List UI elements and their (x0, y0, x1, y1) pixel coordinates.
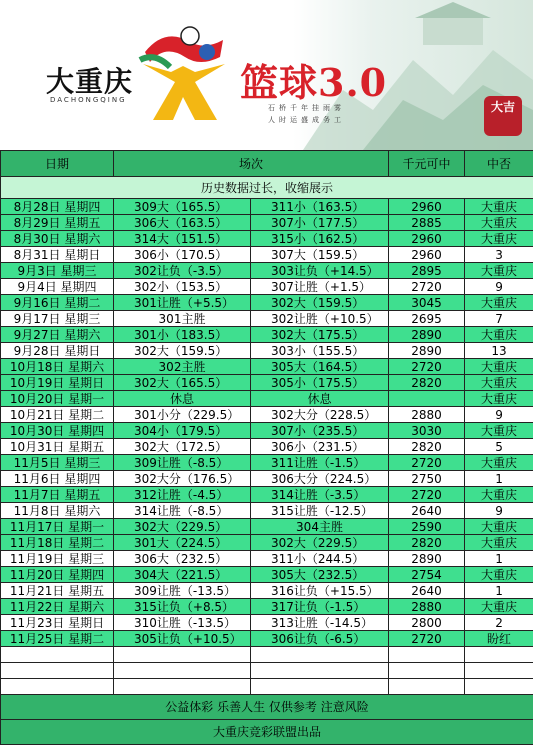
row-result: 大重庆 (465, 359, 533, 375)
footer-line-2: 大重庆竞彩联盟出品 (1, 720, 533, 745)
row-match-b: 311让胜（-1.5） (251, 455, 389, 471)
row-match-b: 307小（235.5） (251, 423, 389, 439)
empty-cell (465, 663, 533, 679)
table-row (1, 583, 533, 599)
row-date: 10月18日 星期六 (1, 359, 114, 375)
row-match-a: 304大（221.5） (114, 567, 251, 583)
row-match-b: 307大（159.5） (251, 247, 389, 263)
row-date: 11月19日 星期三 (1, 551, 114, 567)
table-row (1, 519, 533, 535)
row-amount: 2720 (389, 279, 465, 295)
row-amount: 2640 (389, 503, 465, 519)
row-date: 10月20日 星期一 (1, 391, 114, 407)
table-row (1, 391, 533, 407)
row-match-a: 306小（170.5） (114, 247, 251, 263)
row-match-b: 305大（164.5） (251, 359, 389, 375)
row-date: 8月29日 星期五 (1, 215, 114, 231)
empty-cell (1, 679, 114, 695)
row-match-a: 314大（151.5） (114, 231, 251, 247)
row-amount: 2880 (389, 407, 465, 423)
row-match-a: 301小分（229.5） (114, 407, 251, 423)
row-date: 10月19日 星期日 (1, 375, 114, 391)
row-result: 大重庆 (465, 599, 533, 615)
row-date: 11月5日 星期三 (1, 455, 114, 471)
row-match-a: 301小（183.5） (114, 327, 251, 343)
row-amount (389, 391, 465, 407)
slogan-line-1: 石桥千年挂雨雾 (268, 102, 345, 114)
row-date: 8月31日 星期日 (1, 247, 114, 263)
row-match-b: 307小（177.5） (251, 215, 389, 231)
row-result: 大重庆 (465, 391, 533, 407)
row-match-a: 302大（159.5） (114, 343, 251, 359)
row-match-b: 307让胜（+1.5） (251, 279, 389, 295)
row-result: 9 (465, 503, 533, 519)
row-match-a: 302大（165.5） (114, 375, 251, 391)
row-result: 9 (465, 279, 533, 295)
row-date: 10月31日 星期五 (1, 439, 114, 455)
row-date: 10月21日 星期二 (1, 407, 114, 423)
header-match: 场次 (114, 151, 389, 177)
empty-cell (1, 647, 114, 663)
row-amount: 2895 (389, 263, 465, 279)
empty-row (1, 663, 533, 679)
row-result: 大重庆 (465, 455, 533, 471)
row-match-a: 306大（163.5） (114, 215, 251, 231)
row-match-b: 306让负（-6.5） (251, 631, 389, 647)
footer-row-1 (1, 695, 533, 720)
row-result: 大重庆 (465, 215, 533, 231)
row-amount: 2720 (389, 455, 465, 471)
empty-cell (114, 647, 251, 663)
row-match-a: 301让胜（+5.5） (114, 295, 251, 311)
row-amount: 2720 (389, 631, 465, 647)
row-result: 13 (465, 343, 533, 359)
row-match-a: 309让胜（-8.5） (114, 455, 251, 471)
row-match-a: 306大（232.5） (114, 551, 251, 567)
table-row (1, 311, 533, 327)
row-amount: 2820 (389, 535, 465, 551)
banner (0, 0, 533, 150)
row-amount: 2754 (389, 567, 465, 583)
table-row (1, 375, 533, 391)
table-row (1, 263, 533, 279)
table-row (1, 535, 533, 551)
row-date: 11月17日 星期一 (1, 519, 114, 535)
empty-cell (114, 663, 251, 679)
row-date: 9月17日 星期三 (1, 311, 114, 327)
row-result: 1 (465, 471, 533, 487)
empty-cell (389, 663, 465, 679)
row-amount: 2640 (389, 583, 465, 599)
empty-cell (251, 647, 389, 663)
empty-cell (1, 663, 114, 679)
notice-text: 历史数据过长，收缩展示 (1, 177, 533, 199)
table-row (1, 407, 533, 423)
table-row (1, 359, 533, 375)
table-row (1, 199, 533, 215)
row-match-b: 306大分（224.5） (251, 471, 389, 487)
table-row (1, 631, 533, 647)
empty-row (1, 679, 533, 695)
row-result: 大重庆 (465, 327, 533, 343)
empty-cell (465, 647, 533, 663)
row-result: 大重庆 (465, 519, 533, 535)
row-date: 8月28日 星期四 (1, 199, 114, 215)
row-amount: 2890 (389, 551, 465, 567)
row-amount: 2885 (389, 215, 465, 231)
row-date: 11月20日 星期四 (1, 567, 114, 583)
row-match-b: 311小（244.5） (251, 551, 389, 567)
row-date: 11月22日 星期六 (1, 599, 114, 615)
row-match-b: 303小（155.5） (251, 343, 389, 359)
page-title: 篮球3.0 (240, 52, 387, 107)
row-result: 3 (465, 247, 533, 263)
row-match-b: 302大（159.5） (251, 295, 389, 311)
row-result: 5 (465, 439, 533, 455)
row-date: 10月30日 星期四 (1, 423, 114, 439)
row-amount: 2720 (389, 359, 465, 375)
row-amount: 2960 (389, 231, 465, 247)
table-row (1, 343, 533, 359)
row-date: 9月3日 星期三 (1, 263, 114, 279)
table-row (1, 455, 533, 471)
row-match-b: 305大（232.5） (251, 567, 389, 583)
empty-cell (251, 663, 389, 679)
row-amount: 2960 (389, 199, 465, 215)
slogan-line-2: 人时运盛成务工 (268, 114, 345, 126)
empty-cell (389, 679, 465, 695)
row-result: 大重庆 (465, 423, 533, 439)
row-result: 大重庆 (465, 263, 533, 279)
row-amount: 3045 (389, 295, 465, 311)
table-row (1, 423, 533, 439)
table-row (1, 599, 533, 615)
row-amount: 2695 (389, 311, 465, 327)
row-date: 9月16日 星期二 (1, 295, 114, 311)
row-match-a: 309让胜（-13.5） (114, 583, 251, 599)
row-result: 大重庆 (465, 295, 533, 311)
row-amount: 2820 (389, 439, 465, 455)
row-match-a: 302让负（-3.5） (114, 263, 251, 279)
brand-name: 大重庆 (46, 60, 133, 100)
table-row (1, 503, 533, 519)
row-match-b: 302大（175.5） (251, 327, 389, 343)
row-result: 大重庆 (465, 231, 533, 247)
row-date: 11月6日 星期四 (1, 471, 114, 487)
header-date: 日期 (1, 151, 114, 177)
table-row (1, 487, 533, 503)
row-match-a: 301主胜 (114, 311, 251, 327)
table-row (1, 231, 533, 247)
row-match-b: 休息 (251, 391, 389, 407)
table-row (1, 327, 533, 343)
row-match-b: 314让胜（-3.5） (251, 487, 389, 503)
row-match-b: 305小（175.5） (251, 375, 389, 391)
empty-row (1, 647, 533, 663)
row-date: 11月7日 星期五 (1, 487, 114, 503)
row-amount: 2890 (389, 327, 465, 343)
row-date: 9月28日 星期日 (1, 343, 114, 359)
row-date: 9月27日 星期六 (1, 327, 114, 343)
table-row (1, 279, 533, 295)
empty-cell (389, 647, 465, 663)
row-match-b: 313让胜（-14.5） (251, 615, 389, 631)
footer-line-1: 公益体彩 乐善人生 仅供参考 注意风险 (1, 695, 533, 720)
brand-subtitle: DACHONGQING (50, 96, 127, 104)
row-match-a: 312让胜（-4.5） (114, 487, 251, 503)
table-row (1, 551, 533, 567)
row-date: 11月18日 星期二 (1, 535, 114, 551)
row-result: 盼红 (465, 631, 533, 647)
row-result: 1 (465, 551, 533, 567)
row-result: 1 (465, 583, 533, 599)
row-result: 大重庆 (465, 375, 533, 391)
table-row (1, 439, 533, 455)
row-amount: 2880 (389, 599, 465, 615)
empty-cell (251, 679, 389, 695)
row-result: 9 (465, 407, 533, 423)
row-match-b: 311小（163.5） (251, 199, 389, 215)
notice-row (1, 177, 533, 199)
table-row (1, 215, 533, 231)
row-result: 大重庆 (465, 487, 533, 503)
row-result: 大重庆 (465, 199, 533, 215)
row-match-b: 302让胜（+10.5） (251, 311, 389, 327)
row-amount: 2590 (389, 519, 465, 535)
header-result: 中否 (465, 151, 533, 177)
table-row (1, 567, 533, 583)
table-row (1, 471, 533, 487)
row-match-a: 休息 (114, 391, 251, 407)
row-date: 11月21日 星期五 (1, 583, 114, 599)
row-date: 11月23日 星期日 (1, 615, 114, 631)
row-amount: 2720 (389, 487, 465, 503)
row-match-b: 303让负（+14.5） (251, 263, 389, 279)
row-match-b: 302大分（228.5） (251, 407, 389, 423)
row-match-a: 302主胜 (114, 359, 251, 375)
row-result: 7 (465, 311, 533, 327)
row-match-b: 304主胜 (251, 519, 389, 535)
row-match-a: 302大（172.5） (114, 439, 251, 455)
row-result: 2 (465, 615, 533, 631)
row-amount: 2750 (389, 471, 465, 487)
table-row (1, 615, 533, 631)
header-amount: 千元可中 (389, 151, 465, 177)
row-amount: 2890 (389, 343, 465, 359)
table-row (1, 295, 533, 311)
slogan (268, 102, 345, 126)
row-result: 大重庆 (465, 535, 533, 551)
row-match-a: 302小（153.5） (114, 279, 251, 295)
row-result: 大重庆 (465, 567, 533, 583)
empty-cell (114, 679, 251, 695)
row-date: 9月4日 星期四 (1, 279, 114, 295)
row-date: 11月25日 星期二 (1, 631, 114, 647)
results-table (0, 150, 533, 745)
row-match-a: 305让负（+10.5） (114, 631, 251, 647)
row-match-a: 302大（229.5） (114, 519, 251, 535)
row-amount: 2960 (389, 247, 465, 263)
row-match-a: 304小（179.5） (114, 423, 251, 439)
seal-stamp: 大吉 (484, 96, 522, 136)
table-row (1, 247, 533, 263)
table-header-row (1, 151, 533, 177)
row-date: 11月8日 星期六 (1, 503, 114, 519)
row-match-b: 315小（162.5） (251, 231, 389, 247)
row-amount: 2800 (389, 615, 465, 631)
row-match-a: 309大（165.5） (114, 199, 251, 215)
row-amount: 2820 (389, 375, 465, 391)
row-match-b: 316让负（+15.5） (251, 583, 389, 599)
row-match-a: 302大分（176.5） (114, 471, 251, 487)
footer-row-2 (1, 720, 533, 745)
row-match-b: 306小（231.5） (251, 439, 389, 455)
row-match-a: 315让负（+8.5） (114, 599, 251, 615)
row-match-b: 302大（229.5） (251, 535, 389, 551)
row-match-a: 301大（224.5） (114, 535, 251, 551)
row-match-a: 310让胜（-13.5） (114, 615, 251, 631)
empty-cell (465, 679, 533, 695)
row-match-a: 314让胜（-8.5） (114, 503, 251, 519)
row-match-b: 317让负（-1.5） (251, 599, 389, 615)
row-amount: 3030 (389, 423, 465, 439)
logo-icon (135, 22, 230, 122)
row-date: 8月30日 星期六 (1, 231, 114, 247)
row-match-b: 315让胜（-12.5） (251, 503, 389, 519)
